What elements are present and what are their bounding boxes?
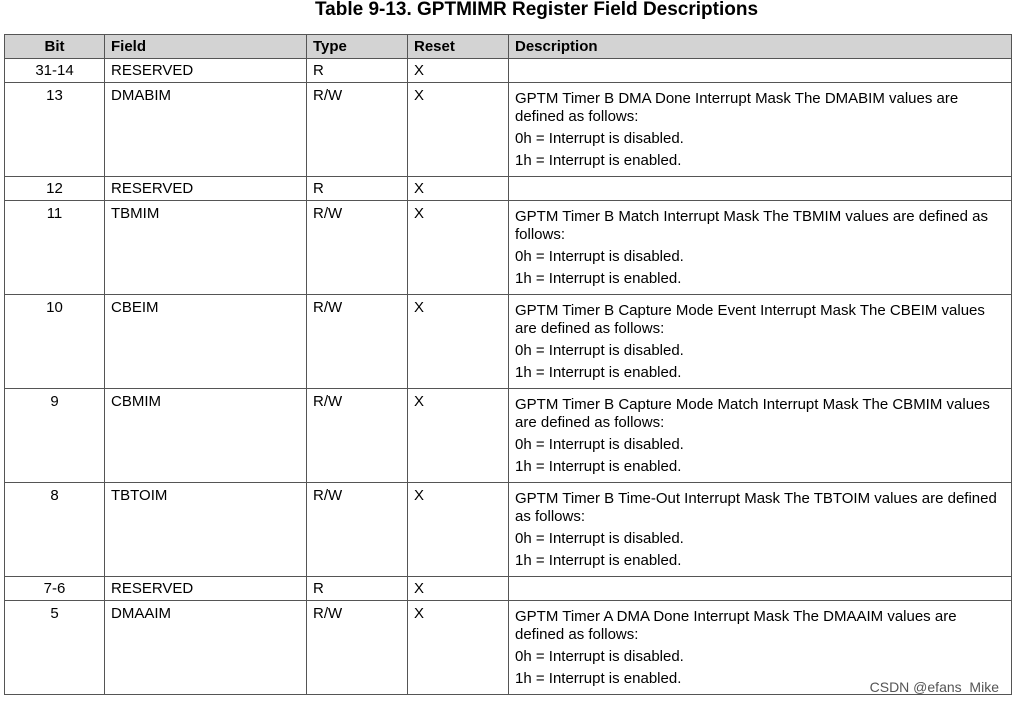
description-text: GPTM Timer B Capture Mode Match Interrupt Mask The CBMIM values are defined as follows: — [515, 396, 990, 431]
value-1h: 1h = Interrupt is enabled. — [515, 364, 682, 381]
description-text: GPTM Timer B Capture Mode Event Interrupt Mask The CBEIM values are defined as follows: — [515, 302, 985, 337]
description-text: GPTM Timer B DMA Done Interrupt Mask The DMABIM values are defined as follows: — [515, 90, 959, 125]
table-row — [5, 201, 1012, 295]
table-row — [5, 389, 1012, 483]
column-header-field: Field — [105, 35, 307, 59]
cell-description — [509, 177, 1012, 201]
cell-bit: 9 — [5, 389, 105, 483]
cell-type: R/W — [307, 483, 408, 577]
cell-description — [509, 483, 1012, 577]
value-1h: 1h = Interrupt is enabled. — [515, 152, 682, 169]
cell-bit: 7-6 — [5, 577, 105, 601]
value-1h: 1h = Interrupt is enabled. — [515, 270, 682, 287]
cell-type: R — [307, 177, 408, 201]
cell-field: TBMIM — [105, 201, 307, 295]
table-row — [5, 177, 1012, 201]
cell-description — [509, 389, 1012, 483]
cell-reset: X — [408, 59, 509, 83]
value-0h: 0h = Interrupt is disabled. — [515, 248, 684, 265]
watermark: CSDN @efans_Mike — [869, 679, 999, 695]
cell-field: DMAAIM — [105, 601, 307, 695]
cell-type: R — [307, 59, 408, 83]
cell-bit: 5 — [5, 601, 105, 695]
cell-bit: 13 — [5, 83, 105, 177]
value-0h: 0h = Interrupt is disabled. — [515, 530, 684, 547]
cell-type: R — [307, 577, 408, 601]
cell-field: CBEIM — [105, 295, 307, 389]
description-text: GPTM Timer B Match Interrupt Mask The TBMIM values are defined as follows: — [515, 208, 988, 243]
value-0h: 0h = Interrupt is disabled. — [515, 130, 684, 147]
cell-description — [509, 295, 1012, 389]
cell-field: RESERVED — [105, 59, 307, 83]
column-header-description: Description — [509, 35, 1012, 59]
cell-description — [509, 201, 1012, 295]
cell-bit: 12 — [5, 177, 105, 201]
cell-reset: X — [408, 295, 509, 389]
column-header-reset: Reset — [408, 35, 509, 59]
cell-reset: X — [408, 483, 509, 577]
table-row — [5, 577, 1012, 601]
cell-type: R/W — [307, 295, 408, 389]
cell-type: R/W — [307, 201, 408, 295]
cell-description — [509, 59, 1012, 83]
value-0h: 0h = Interrupt is disabled. — [515, 436, 684, 453]
value-1h: 1h = Interrupt is enabled. — [515, 552, 682, 569]
value-1h: 1h = Interrupt is enabled. — [515, 670, 682, 687]
cell-field: RESERVED — [105, 577, 307, 601]
description-text: GPTM Timer A DMA Done Interrupt Mask The DMAAIM values are defined as follows: — [515, 608, 957, 643]
table-row — [5, 601, 1012, 695]
table-row — [5, 59, 1012, 83]
cell-reset: X — [408, 201, 509, 295]
table-row — [5, 483, 1012, 577]
cell-reset: X — [408, 177, 509, 201]
cell-description — [509, 577, 1012, 601]
column-header-type: Type — [307, 35, 408, 59]
cell-type: R/W — [307, 83, 408, 177]
table-row — [5, 83, 1012, 177]
value-0h: 0h = Interrupt is disabled. — [515, 342, 684, 359]
cell-bit: 8 — [5, 483, 105, 577]
table-row — [5, 295, 1012, 389]
cell-field: DMABIM — [105, 83, 307, 177]
value-0h: 0h = Interrupt is disabled. — [515, 648, 684, 665]
cell-bit: 31-14 — [5, 59, 105, 83]
cell-type: R/W — [307, 601, 408, 695]
column-header-bit: Bit — [5, 35, 105, 59]
cell-reset: X — [408, 601, 509, 695]
cell-bit: 11 — [5, 201, 105, 295]
cell-field: CBMIM — [105, 389, 307, 483]
cell-reset: X — [408, 389, 509, 483]
cell-type: R/W — [307, 389, 408, 483]
cell-field: TBTOIM — [105, 483, 307, 577]
value-1h: 1h = Interrupt is enabled. — [515, 458, 682, 475]
register-field-table — [4, 34, 1012, 695]
table-title: Table 9-13. GPTMIMR Register Field Descriptions — [314, 0, 759, 20]
table-header-row — [5, 35, 1012, 59]
cell-bit: 10 — [5, 295, 105, 389]
description-text: GPTM Timer B Time-Out Interrupt Mask The TBTOIM values are defined as follows: — [515, 490, 997, 525]
cell-reset: X — [408, 83, 509, 177]
cell-field: RESERVED — [105, 177, 307, 201]
cell-reset: X — [408, 577, 509, 601]
cell-description — [509, 83, 1012, 177]
